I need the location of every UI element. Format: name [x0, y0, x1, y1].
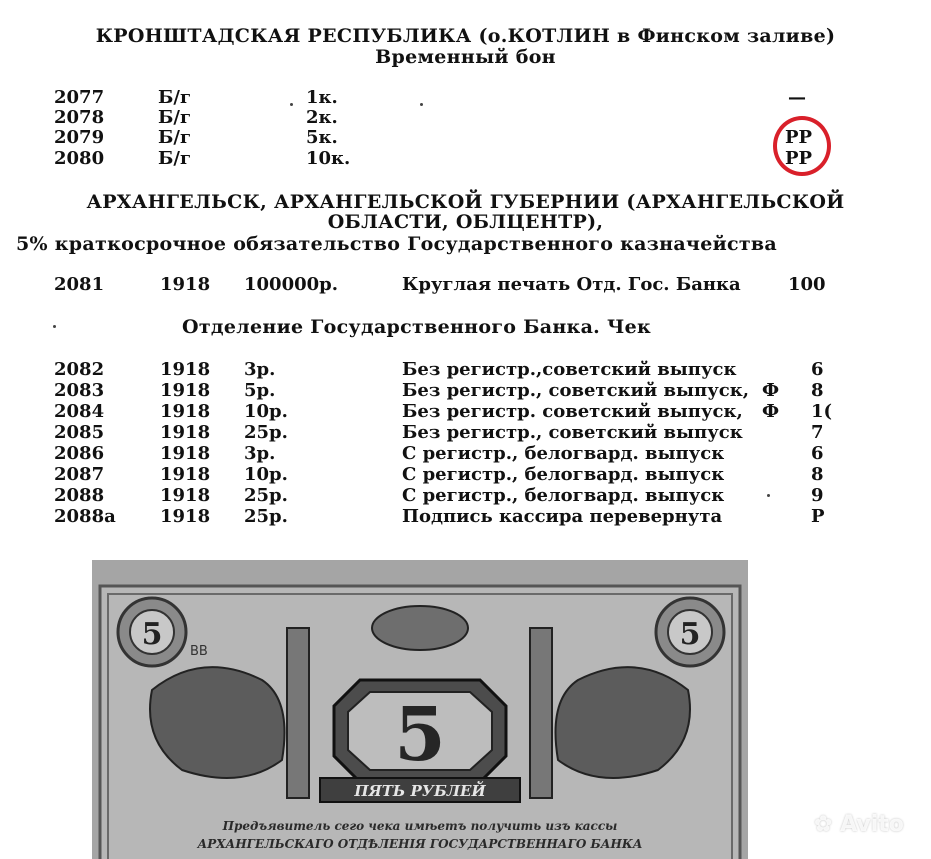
section2-subtitle: 5% краткосрочное обязательство Государственного казначейства — [16, 233, 778, 255]
rarity: 100 — [788, 274, 826, 295]
banknote-image — [92, 560, 748, 859]
rarity: Р — [811, 506, 825, 527]
watermark-text: Avito — [840, 812, 904, 837]
rarity: 7 — [811, 422, 824, 443]
denomination: 3р. — [244, 443, 276, 464]
catalog-number: 2083 — [54, 380, 105, 401]
section3-title: Отделение Государственного Банка. Чек — [182, 316, 652, 338]
catalog-number: 2077 — [54, 87, 105, 108]
year: 1918 — [160, 422, 211, 443]
speck — [53, 325, 56, 328]
description: С регистр., белогвард. выпуск — [402, 464, 725, 485]
description: Без регистр. советский выпуск, — [402, 401, 743, 422]
speck — [767, 494, 770, 497]
rarity: 9 — [811, 485, 824, 506]
rarity: 6 — [811, 359, 824, 380]
description: Круглая печать Отд. Гос. Банка — [402, 274, 741, 295]
column-left — [287, 628, 309, 798]
section2-title-line2: ОБЛАСТИ, ОБЛЦЕНТР), — [327, 211, 604, 233]
catalog-number: 2088а — [54, 506, 116, 527]
central-numeral: 5 — [394, 692, 446, 778]
denomination: 25р. — [244, 422, 288, 443]
speck — [420, 103, 423, 106]
year: 1918 — [160, 274, 211, 295]
rarity: 6 — [811, 443, 824, 464]
banknote-drawing — [92, 560, 748, 859]
rarity: РР — [785, 127, 813, 148]
type: Б/г — [158, 107, 191, 128]
type: Б/г — [158, 148, 191, 169]
denomination: 5к. — [306, 127, 338, 148]
denomination: 10р. — [244, 401, 288, 422]
denomination: 3р. — [244, 359, 276, 380]
description: Без регистр., советский выпуск — [402, 422, 743, 443]
rarity: 1( — [811, 401, 833, 422]
description: Без регистр., советский выпуск, — [402, 380, 749, 401]
mark: Ф — [762, 401, 780, 422]
note-text-line1: Предъявитель сего чека имѣетъ получить изъ кассы — [222, 819, 618, 833]
rarity: 8 — [811, 464, 824, 485]
watermark-icon: ✿ — [814, 812, 833, 837]
section2-title-line1: АРХАНГЕЛЬСК, АРХАНГЕЛЬСКОЙ ГУБЕРНИИ (АРХАНГЕЛЬСКОЙ — [86, 191, 845, 213]
watermark — [814, 812, 904, 837]
section1-title: КРОНШТАДСКАЯ РЕСПУБЛИКА (о.КОТЛИН в Финском заливе) — [95, 25, 836, 47]
rarity: — — [788, 87, 806, 108]
catalog-number: 2081 — [54, 274, 105, 295]
year: 1918 — [160, 380, 211, 401]
corner-numeral-left: 5 — [141, 617, 163, 652]
catalog-number: 2087 — [54, 464, 105, 485]
rarity: РР — [785, 148, 813, 169]
year: 1918 — [160, 359, 211, 380]
catalog-number: 2080 — [54, 148, 105, 169]
year: 1918 — [160, 485, 211, 506]
type: Б/г — [158, 127, 191, 148]
banner-text: ПЯТЬ РУБЛЕЙ — [354, 782, 486, 800]
catalog-number: 2084 — [54, 401, 105, 422]
denomination: 2к. — [306, 107, 338, 128]
rarity: 8 — [811, 380, 824, 401]
denomination: 25р. — [244, 485, 288, 506]
section1-subtitle: Временный бон — [375, 46, 556, 68]
column-right — [530, 628, 552, 798]
denomination: 10р. — [244, 464, 288, 485]
description: Подпись кассира перевернута — [402, 506, 723, 527]
year: 1918 — [160, 401, 211, 422]
year: 1918 — [160, 506, 211, 527]
denomination: 100000р. — [244, 274, 338, 295]
speck — [290, 103, 293, 106]
mark: Ф — [762, 380, 780, 401]
year: 1918 — [160, 443, 211, 464]
catalog-number: 2085 — [54, 422, 105, 443]
denomination: 1к. — [306, 87, 338, 108]
highlight-circle — [773, 116, 831, 176]
description: Без регистр.,советский выпуск — [402, 359, 737, 380]
catalog-number: 2079 — [54, 127, 105, 148]
description: С регистр., белогвард. выпуск — [402, 485, 725, 506]
denomination: 10к. — [306, 148, 351, 169]
catalog-number: 2082 — [54, 359, 105, 380]
description: С регистр., белогвард. выпуск — [402, 443, 725, 464]
denomination: 25р. — [244, 506, 288, 527]
year: 1918 — [160, 464, 211, 485]
catalog-number: 2078 — [54, 107, 105, 128]
corner-numeral-right: 5 — [679, 617, 701, 652]
note-text-line2: АРХАНГЕЛЬСКАГО ОТДѢЛЕНІЯ ГОСУДАРСТВЕННАГО БАНКА — [197, 837, 643, 851]
catalog-number: 2086 — [54, 443, 105, 464]
type: Б/г — [158, 87, 191, 108]
denomination: 5р. — [244, 380, 276, 401]
top-crest — [372, 606, 468, 650]
series-label: ВВ — [190, 644, 208, 659]
catalog-number: 2088 — [54, 485, 105, 506]
